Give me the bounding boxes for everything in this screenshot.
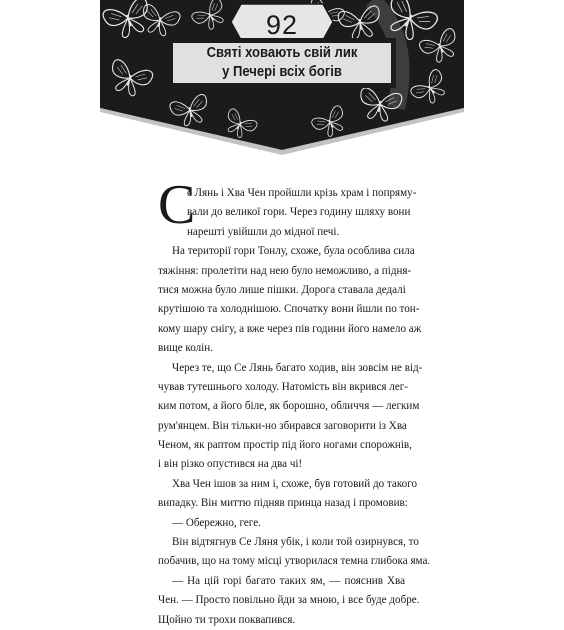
drop-cap: С	[158, 174, 196, 236]
text-line: — Обережно, геге.	[172, 516, 261, 529]
text-line: випадку. Він миттю підняв принца назад і промовив:	[158, 497, 408, 510]
text-line: На території гори Тонлу, схоже, була особлива сила	[172, 245, 415, 258]
text-line: — На цій горі багато таких ям, — пояснив Хва	[172, 574, 405, 587]
text-line: Через те, що Се Лянь багато ходив, він зовсім не від-	[172, 361, 423, 374]
text-line: тися можна було лише пішки. Дорога ставала дедалі	[158, 283, 406, 296]
text-line: кому шару снігу, а вже через пів години його намело аж	[158, 322, 422, 335]
text-line: вище колін.	[158, 342, 213, 355]
chapter-title-line-1: Святі ховають свій лик	[206, 45, 358, 61]
text-line: і він різко опустився на два чі!	[158, 458, 303, 471]
text-line: є Лянь і Хва Чен пройшли крізь храм і попряму-	[187, 187, 417, 199]
text-line: вали до великої гори. Через годину шляху вони	[187, 206, 411, 219]
chapter-body-text	[158, 184, 431, 630]
text-line: Він відтягнув Се Ляня убік, і коли той озирнувся, то	[172, 536, 419, 549]
text-line: Ченом, як раптом простір під його ногами спорожнів,	[158, 439, 412, 452]
text-line: побачив, що на тому місці утворилася темна глибока яма.	[158, 555, 431, 568]
text-line: нарешті увійшли до мідної печі.	[187, 225, 340, 238]
text-line: рум'янцем. Він тільки-но збирався заговорити із Хва	[158, 419, 407, 432]
text-line: крутішою та холоднішою. Спочатку вони йшли по тон-	[158, 303, 420, 316]
text-line: Щойно ти трохи поквапився.	[158, 613, 296, 626]
text-line: Хва Чен ішов за ним і, схоже, був готовий до такого	[172, 477, 418, 490]
text-line: тяжіння: пролетіти над нею було неможливо, а підня-	[158, 264, 412, 277]
text-line: Чен. — Просто повільно йди за мною, і все буде добре.	[158, 594, 420, 607]
text-line: чував тутешнього холоду. Натомість він вкрився лег-	[158, 380, 408, 393]
chapter-number: 92	[265, 10, 299, 40]
chapter-title-line-2: у Печері всіх богів	[222, 64, 342, 80]
text-line: ким потом, а його біле, як борошно, обличчя — легким	[158, 400, 420, 413]
